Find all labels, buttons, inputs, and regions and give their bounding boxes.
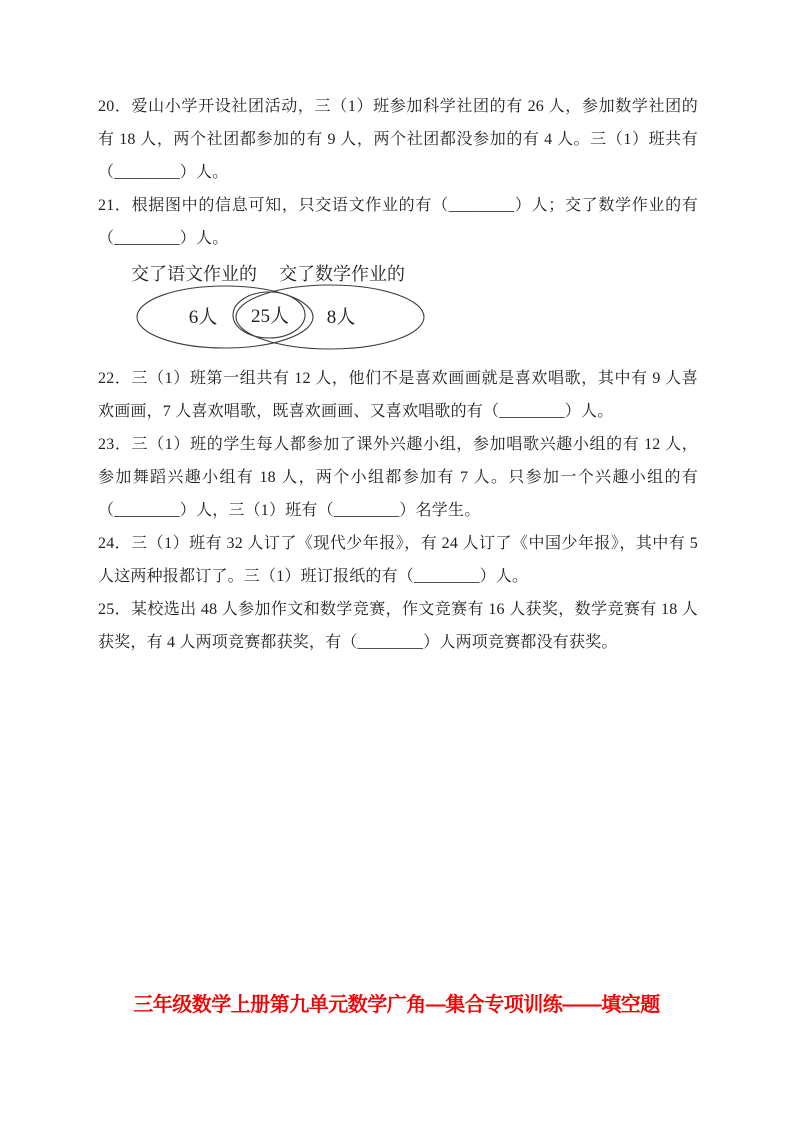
venn-left-only-value: 6人	[188, 307, 218, 328]
document-title: 三年级数学上册第九单元数学广角—集合专项训练——填空题	[133, 994, 660, 1016]
question-23: 23．三（1）班的学生每人都参加了课外兴趣小组，参加唱歌兴趣小组的有 12 人，参加舞蹈兴趣小组有 18 人，两个小组都参加有 7 人。只参加一个兴趣小组的有（________）人，三（1）班有（________）名学生。	[98, 436, 698, 519]
question-25: 25．某校选出 48 人参加作文和数学竞赛，作文竞赛有 16 人获奖，数学竞赛有 18 人获奖，有 4 人两项竞赛都获奖，有（________）人两项竞赛都没有获奖。	[98, 601, 698, 651]
question-21: 21．根据图中的信息可知，只交语文作业的有（________）人；交了数学作业的有（________）人。	[98, 197, 698, 247]
worksheet-body	[98, 90, 698, 659]
question-22: 22．三（1）班第一组共有 12 人，他们不是喜欢画画就是喜欢唱歌，其中有 9 人喜欢画画，7 人喜欢唱歌，既喜欢画画、又喜欢唱歌的有（________）人。	[98, 370, 698, 420]
venn-left-set-label: 交了语文作业的	[131, 264, 257, 284]
venn-diagram-svg	[126, 260, 438, 356]
venn-intersection-value: 25人	[250, 306, 290, 327]
venn-diagram	[126, 260, 438, 356]
venn-right-only-value: 8人	[326, 307, 356, 328]
venn-right-set-label: 交了数学作业的	[279, 264, 405, 284]
question-20: 20．爱山小学开设社团活动，三（1）班参加科学社团的有 26 人，参加数学社团的有 18 人，两个社团都参加的有 9 人，两个社团都没参加的有 4 人。三（1）班共有（________）人。	[98, 98, 698, 181]
question-24: 24．三（1）班有 32 人订了《现代少年报》，有 24 人订了《中国少年报》，其中有 5 人这两种报都订了。三（1）班订报纸的有（________）人。	[98, 535, 698, 585]
